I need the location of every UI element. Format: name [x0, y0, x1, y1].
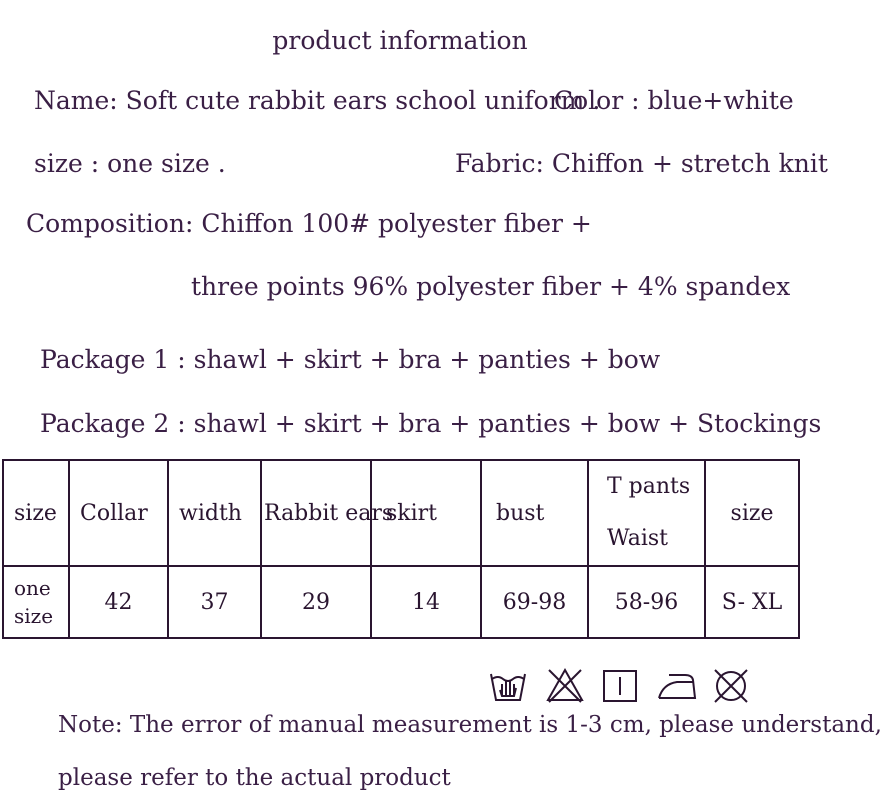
dry-flat-icon — [600, 666, 640, 706]
header-width: width — [168, 460, 261, 566]
package-2: Package 2 : shawl + skirt + bra + panties + bow + Stockings — [40, 409, 822, 438]
table-header-row — [3, 460, 799, 566]
package-1: Package 1 : shawl + skirt + bra + panties + bow — [40, 345, 661, 374]
do-not-dry-clean-icon — [711, 666, 751, 706]
page-title: product information — [272, 26, 528, 55]
cell-size — [3, 566, 69, 638]
cell-rabbit-ears: 29 — [261, 566, 371, 638]
product-size: size : one size . — [34, 149, 226, 178]
product-fabric: Fabric: Chiffon + stretch knit — [455, 149, 828, 178]
cell-skirt: 14 — [371, 566, 481, 638]
do-not-bleach-icon — [545, 666, 585, 706]
note-line-2: please refer to the actual product — [58, 765, 451, 791]
header-size: size — [3, 460, 69, 566]
cell-size-line-2: size — [14, 604, 54, 628]
table-row — [3, 566, 799, 638]
cell-bust: 69-98 — [481, 566, 588, 638]
header-bust: bust — [481, 460, 588, 566]
header-skirt: skirt — [371, 460, 481, 566]
cell-width: 37 — [168, 566, 261, 638]
product-name: Name: Soft cute rabbit ears school uniform . — [34, 86, 601, 115]
header-size-range: size — [705, 460, 799, 566]
composition-line-1: Composition: Chiffon 100# polyester fiber + — [26, 209, 592, 238]
cell-collar: 42 — [69, 566, 168, 638]
composition-line-2: three points 96% polyester fiber + 4% spandex — [191, 272, 791, 301]
header-t-pants-waist — [588, 460, 705, 566]
header-collar: Collar — [69, 460, 168, 566]
note-line-1: Note: The error of manual measurement is 1-3 cm, please understand, — [58, 712, 882, 738]
header-rabbit-ears: Rabbit ears — [261, 460, 371, 566]
cell-size-range: S- XL — [705, 566, 799, 638]
size-table — [2, 459, 800, 639]
header-t-pants: T pants — [607, 474, 691, 499]
cell-size-line-1: one — [14, 576, 51, 600]
product-color: Color : blue+white — [554, 86, 794, 115]
header-waist: Waist — [607, 526, 668, 551]
iron-icon — [655, 666, 699, 706]
hand-wash-icon — [488, 666, 528, 706]
cell-waist: 58-96 — [588, 566, 705, 638]
